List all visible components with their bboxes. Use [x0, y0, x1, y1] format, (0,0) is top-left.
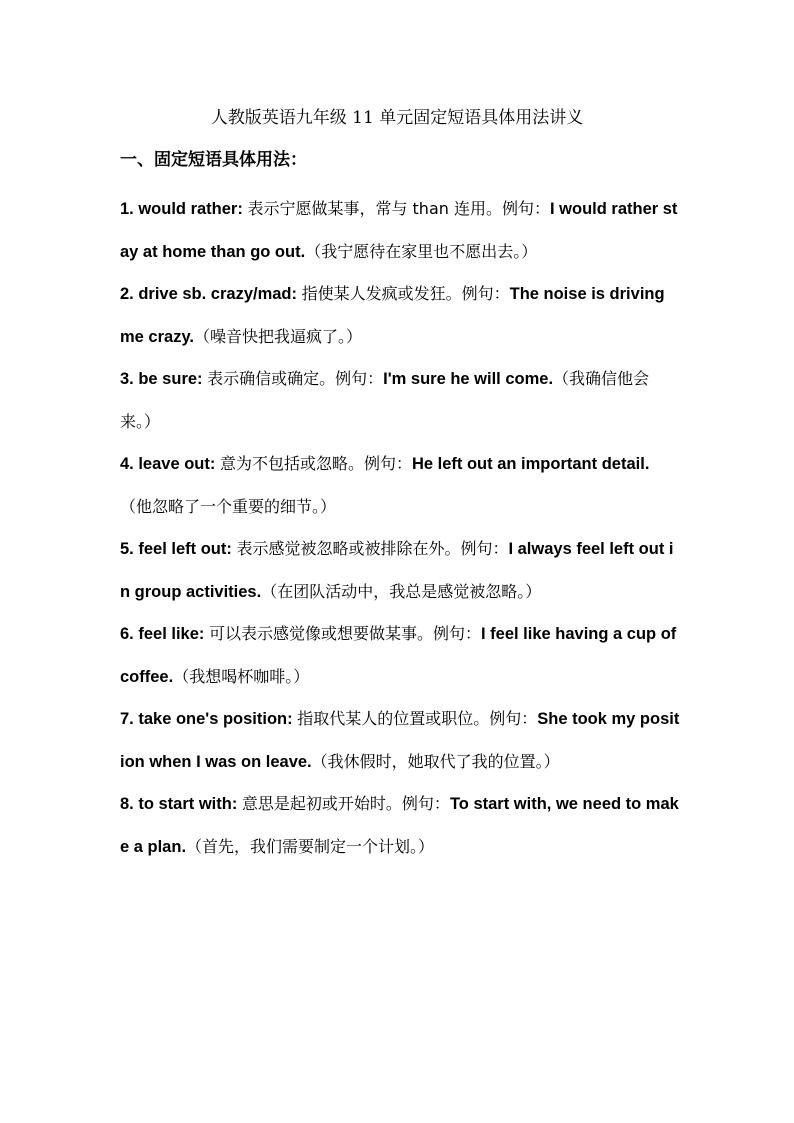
phrase-item [120, 188, 680, 273]
phrase-example: She took my position when I was on leave. [120, 710, 680, 771]
phrase-translation: （首先，我们需要制定一个计划。） [186, 836, 435, 856]
phrase-definition: 可以表示感觉像或想要做某事。例句： [208, 624, 481, 643]
phrase-item [120, 528, 680, 613]
page-title: 人教版英语九年级 11 单元固定短语具体用法讲义 [210, 108, 584, 128]
phrase-definition: 意为不包括或忽略。例句： [219, 454, 412, 473]
phrase-example: He left out an important detail. [411, 455, 650, 473]
phrase-example: I would rather stay at home than go out. [120, 200, 678, 261]
phrase-definition: 指使某人发疯或发狂。例句： [301, 284, 510, 303]
phrase-translation: （我想喝杯咖啡。） [173, 666, 310, 686]
phrase-definition: 指取代某人的位置或职位。例句： [297, 709, 538, 728]
phrase-example: To start with, we need to make a plan. [120, 795, 679, 856]
phrase-item [120, 443, 680, 528]
phrase-term: 6. feel like: [120, 625, 209, 643]
phrase-term: 7. take one's position: [120, 710, 298, 728]
phrase-example: I feel like having a cup of coffee. [120, 625, 677, 686]
phrase-item [120, 698, 680, 783]
section-heading: 一、固定短语具体用法： [120, 150, 307, 170]
phrase-translation: （我宁愿待在家里也不愿出去。） [305, 241, 538, 261]
phrase-definition: 表示感觉被忽略或被排除在外。例句： [236, 539, 509, 558]
phrase-translation: （我确信他会来。） [120, 369, 650, 431]
phrase-translation: （在团队活动中，我总是感觉被忽略。） [261, 581, 542, 601]
phrase-item [120, 358, 680, 443]
phrase-list [120, 188, 680, 868]
phrase-definition: 表示宁愿做某事，常与 than 连用。例句： [247, 199, 550, 218]
phrase-item [120, 613, 680, 698]
phrase-example: I'm sure he will come. [383, 370, 554, 388]
phrase-term: 3. be sure: [120, 370, 208, 388]
phrase-translation: （他忽略了一个重要的细节。） [120, 496, 337, 516]
phrase-example: The noise is driving me crazy. [120, 285, 665, 346]
phrase-translation: （我休假时，她取代了我的位置。） [311, 751, 560, 771]
phrase-term: 1. would rather: [120, 200, 248, 218]
phrase-item [120, 273, 680, 358]
phrase-term: 8. to start with: [120, 795, 242, 813]
phrase-example: I always feel left out in group activities. [120, 540, 674, 601]
phrase-item [120, 783, 680, 868]
phrase-definition: 意思是起初或开始时。例句： [241, 794, 450, 813]
phrase-term: 5. feel left out: [120, 540, 237, 558]
phrase-translation: （噪音快把我逼疯了。） [194, 326, 363, 346]
phrase-term: 4. leave out: [120, 455, 220, 473]
phrase-term: 2. drive sb. crazy/mad: [120, 285, 302, 303]
phrase-definition: 表示确信或确定。例句： [207, 369, 384, 388]
